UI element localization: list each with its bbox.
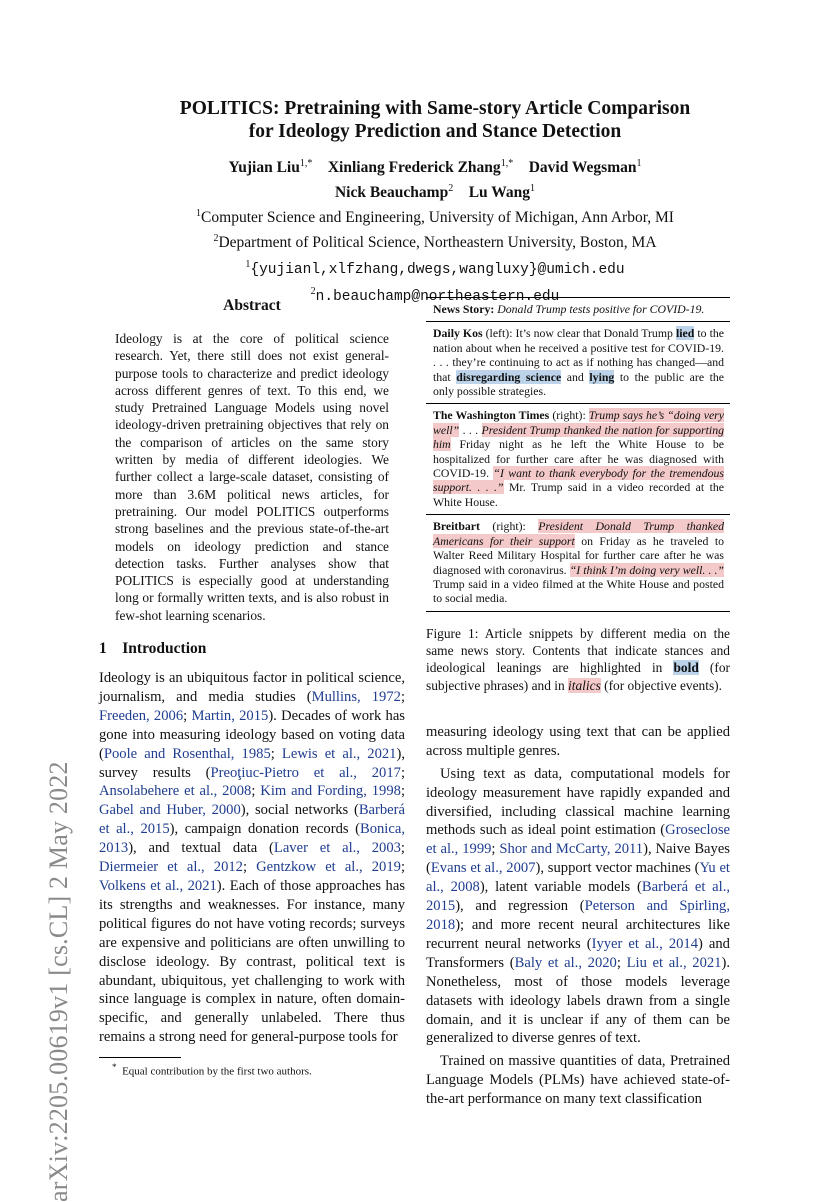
email-1 — [90, 254, 780, 281]
citation-link[interactable]: Barberá et al., 2015 — [99, 802, 405, 838]
text-run: . . . — [459, 422, 482, 437]
intro-paragraph-2 — [426, 765, 730, 1049]
affil-text: Computer Science and Engineering, University of Michigan, Ann Arbor, MI — [201, 209, 674, 227]
text-run: ). Each of those approaches has its strengths and weaknesses. For instance, many political figures do not have voting records; surveys are expensive and politicians are often unwilling to disclose ideology. By contrast, political text is abundant, ubiquitous, yet challenging to work with since language is complex in nature, often domain-specific, and generally unlabeled. There thus remains a strong need for general-purpose tools for — [99, 878, 405, 1046]
text-run: ); and more recent neural architectures like recurrent neural networks ( — [426, 916, 730, 952]
objective-highlight: “I think I’m doing very well. . .” — [569, 562, 724, 577]
text-run: ), and textual data ( — [128, 840, 274, 857]
section-title: Introduction — [122, 640, 207, 658]
citation-link[interactable]: Gentzkow et al., 2019 — [256, 859, 401, 876]
snippet-washington-times — [426, 404, 730, 515]
citation-link[interactable]: Volkens et al., 2021 — [99, 878, 217, 895]
text-run: ). Nonetheless, most of those models leverage datasets with ideology labels drawn from a single domain, and it is unclear if any of them can be generalized to diverse genres of text. — [426, 954, 730, 1047]
abstract-heading: Abstract — [223, 297, 281, 314]
affiliation-2 — [90, 228, 780, 253]
text-run: Mr. Trump said in a video recorded at the White House. — [433, 480, 724, 509]
citation-link[interactable]: Gabel and Huber, 2000 — [99, 802, 241, 819]
subjective-highlight: lying — [589, 369, 615, 384]
author-name: Yujian Liu — [228, 159, 300, 177]
citation-link[interactable]: Kim and Fording, 1998 — [260, 783, 401, 800]
text-run: to the nation about when he received a positive test for COVID-19. . . . they’re continuing to act as if nothing has changed—and that — [433, 326, 724, 384]
author-sup: 1,* — [299, 158, 313, 169]
text-run: ), and regression ( — [455, 898, 585, 915]
citation-link[interactable]: Diermeier et al., 2012 — [99, 859, 243, 876]
email-link[interactable]: n.beauchamp@northeastern.edu — [315, 288, 560, 305]
objective-highlight: Trump says he’s “doing very well” — [433, 408, 725, 437]
snippet-breitbart — [426, 515, 730, 610]
citation-link[interactable]: Peterson and Spirling, 2018 — [426, 898, 730, 933]
text-run: Figure 1: Article snippets by different media on the same news story. Contents that indicate stances and ideological leanings are highlighted in — [426, 625, 730, 676]
email-sup: 2 — [310, 285, 316, 297]
affil-sup: 1 — [196, 208, 202, 220]
snippet-daily-kos — [426, 322, 730, 404]
citation-link[interactable]: Iyyer et al., 2014 — [591, 935, 699, 952]
footnote-mark: * — [112, 1062, 117, 1072]
affil-sup: 2 — [213, 233, 219, 245]
subjective-highlight: disregarding science — [456, 369, 562, 384]
text-run: (left): It’s now clear that Donald Trump — [482, 326, 676, 341]
text-run: ) and Transformers ( — [426, 935, 730, 971]
author-sup: 1 — [530, 183, 536, 195]
text-run: ; — [242, 859, 257, 876]
citation-link[interactable]: Preoţiuc-Pietro et al., 2017 — [210, 764, 401, 781]
intro-paragraph-1 — [99, 669, 405, 1047]
citation-link[interactable]: Yu et al., 2008 — [426, 860, 730, 896]
citation-link[interactable]: Bonica, 2013 — [99, 821, 405, 857]
citation-link[interactable]: Liu et al., 2021 — [626, 954, 722, 971]
affil-text: Department of Political Science, Northeastern University, Boston, MA — [218, 234, 657, 252]
footnote-text: Equal contribution by the first two authors. — [122, 1065, 312, 1078]
text-run: ; — [400, 783, 405, 800]
author-name: Nick Beauchamp — [334, 184, 449, 202]
citation-link[interactable]: Groseclose et al., 1999 — [426, 822, 730, 858]
text-run: ), latent variable models ( — [479, 879, 642, 896]
section-heading — [99, 640, 405, 658]
left-column — [99, 297, 405, 1047]
section-number: 1 — [99, 640, 107, 658]
news-story-headline: Donald Trump tests positive for COVID-19. — [497, 302, 705, 316]
text-run: measuring ideology using text that can be applied across multiple genres. — [426, 723, 730, 759]
author-line-1 — [90, 153, 780, 178]
objective-highlight: President Trump thanked the nation for supporting him — [433, 422, 724, 452]
text-run: Ideology is an ubiquitous factor in political science, journalism, and media studies ( — [99, 670, 405, 705]
affiliation-1 — [90, 203, 780, 228]
footnote-rule — [99, 1057, 181, 1058]
citation-link[interactable]: Baly et al., 2020 — [514, 954, 617, 971]
author-name: David Wegsman — [528, 159, 637, 177]
title-line-2: for Ideology Prediction and Stance Detection — [248, 121, 622, 142]
text-run: ; — [616, 954, 627, 971]
text-run: ; — [400, 859, 406, 876]
news-story-row — [426, 298, 730, 322]
source-name: The Washington Times — [433, 408, 550, 423]
text-run: (right): — [479, 519, 539, 534]
footnote — [112, 1062, 312, 1078]
objective-highlight: President Donald Trump thanked Americans for their support — [433, 519, 724, 548]
text-run: ). Decades of work has gone into measuring ideology based on voting data ( — [99, 707, 405, 762]
citation-link[interactable]: Poole and Rosenthal, 1985 — [103, 745, 271, 762]
abstract-text: Ideology is at the core of political science research. Yet, there still does not exist general-purpose tools to characterize and predict ideology across different genres of text. To this end, we study Pretrained Language Models using novel ideology-driven pretraining objectives that rely on the comparison of articles on the same story written by media of different ideologies. We further collect a large-scale dataset, consisting of more than 3.6M political news articles, for pretraining. Our model POLITICS outperforms strong baselines and the previous state-of-the-art models on ideology prediction and stance detection tasks. Further analyses show that POLITICS is especially good at understanding long or formally written texts, and is also robust in few-shot learning scenarios. — [115, 331, 389, 623]
email-sup: 1 — [245, 258, 251, 270]
text-run: ; — [491, 841, 500, 858]
citation-link[interactable]: Martin, 2015 — [191, 707, 269, 724]
text-run: to the public are the only possible strategies. — [433, 369, 725, 399]
right-column — [426, 297, 730, 1109]
citation-link[interactable]: Shor and McCarty, 2011 — [499, 841, 644, 858]
figure-caption — [426, 625, 730, 694]
title-line-1: POLITICS: Pretraining with Same-story Article Comparison — [179, 98, 691, 119]
text-run: ; — [400, 688, 406, 705]
text-run: Trained on massive quantities of data, Pretrained Language Models (PLMs) have achieved state-of-the-art performance on many text classification — [426, 1053, 730, 1108]
citation-link[interactable]: Mullins, 1972 — [311, 688, 401, 705]
text-run: ), Naive Bayes ( — [426, 841, 730, 877]
text-run: Using text as data, computational models for ideology measurement have rapidly expanded and diversified, including classical machine learning methods such as ideal point estimation ( — [426, 765, 730, 839]
text-run: ; — [400, 840, 405, 857]
author-sup: 2 — [448, 183, 454, 195]
text-run: ), campaign donation records ( — [169, 821, 360, 838]
text-run: ; — [251, 783, 261, 800]
objective-highlight: italics — [568, 677, 601, 693]
text-run: (for objective events). — [600, 677, 722, 693]
paper-title — [90, 97, 780, 143]
arxiv-id: arXiv:2205.00619v1 [cs.CL] 2 May 2022 — [44, 761, 73, 1202]
text-run: (right): — [549, 408, 589, 423]
citation-link[interactable]: Ansolabehere et al., 2008 — [99, 783, 252, 800]
author-block — [90, 153, 780, 308]
text-run: and — [561, 369, 590, 384]
citation-link[interactable]: Evans et al., 2007 — [430, 860, 536, 877]
text-run: (for subjective phrases) and in — [426, 660, 730, 693]
email-link[interactable]: {yujianl,xlfzhang,dwegs,wangluxy}@umich.edu — [250, 261, 625, 278]
text-run: on Friday as he traveled to Walter Reed Military Hospital for further care after he was diagnosed with coronavirus. — [433, 533, 724, 577]
subjective-highlight: lied — [675, 326, 695, 341]
source-name: Breitbart — [433, 519, 480, 534]
author-name: Xinliang Frederick Zhang — [327, 159, 501, 177]
text-run: Trump said in a video filmed at the White House and posted to social media. — [433, 576, 724, 606]
text-run: ), support vector machines ( — [535, 860, 700, 877]
author-sup: 1 — [636, 158, 642, 169]
arxiv-stamp — [20, 362, 73, 1202]
text-run: ; — [183, 707, 192, 724]
text-run: ), survey results ( — [99, 745, 405, 781]
subjective-highlight: bold — [673, 660, 699, 676]
intro-paragraph-1-cont — [426, 723, 730, 761]
citation-link[interactable]: Barberá et al., 2015 — [426, 879, 731, 915]
author-sup: 1,* — [500, 158, 514, 169]
source-name: Daily Kos — [433, 326, 483, 341]
citation-link[interactable]: Laver et al., 2003 — [273, 840, 401, 857]
author-name: Lu Wang — [468, 184, 531, 202]
citation-link[interactable]: Lewis et al., 2021 — [281, 745, 397, 762]
objective-highlight: “I want to thank everybody for the tremendous support. . . .” — [433, 466, 725, 495]
text-run: ; — [270, 745, 282, 762]
author-line-2 — [90, 178, 780, 203]
figure-1-table — [426, 297, 730, 612]
news-story-label: News Story: — [433, 302, 495, 316]
text-run: ; — [400, 764, 405, 781]
citation-link[interactable]: Freeden, 2006 — [99, 707, 184, 724]
text-run: Friday night as he left the White House to be hospitalized for further care after he was diagnosed with COVID-19. — [433, 437, 724, 481]
intro-paragraph-3 — [426, 1052, 730, 1109]
text-run: ), social networks ( — [240, 802, 359, 819]
